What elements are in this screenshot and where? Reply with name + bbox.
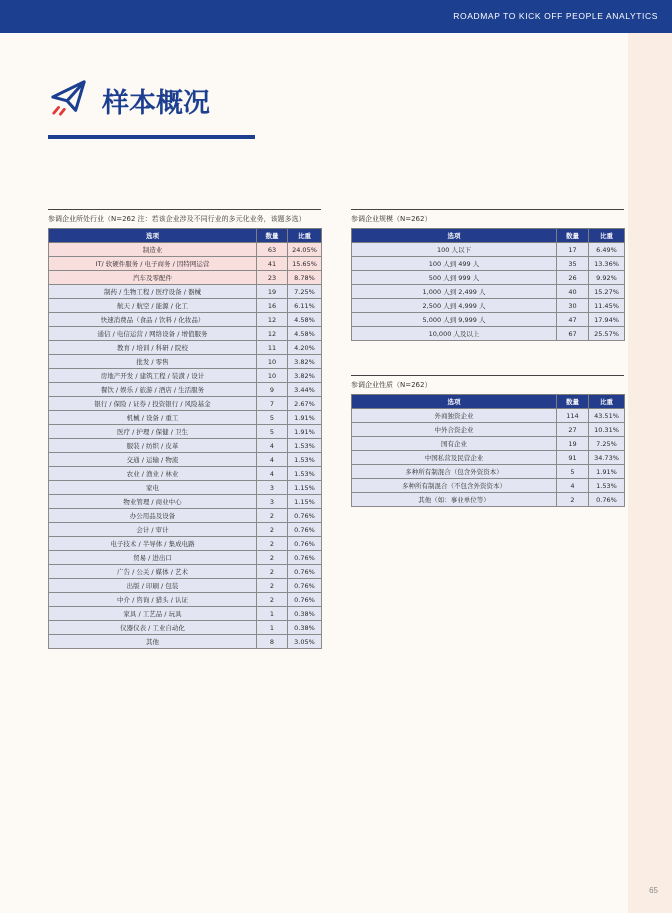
cell-ratio: 6.11% [288, 299, 322, 313]
table-row [49, 551, 322, 565]
cell-ratio: 3.82% [288, 355, 322, 369]
cell-item: 贸易 / 进出口 [49, 551, 257, 565]
cell-count: 114 [557, 409, 589, 423]
cell-count: 5 [257, 411, 288, 425]
cell-count: 2 [257, 523, 288, 537]
cell-count: 91 [557, 451, 589, 465]
table-row [49, 257, 322, 271]
cell-item: 多种所有制混合（不包含外资资本） [352, 479, 557, 493]
table-row [352, 409, 625, 423]
nature-table-block [351, 375, 624, 507]
title-underline [48, 135, 255, 139]
table-row [352, 479, 625, 493]
column-header-ratio: 比重 [589, 395, 625, 409]
cell-ratio: 13.36% [589, 257, 625, 271]
cell-ratio: 25.57% [589, 327, 625, 341]
cell-count: 8 [257, 635, 288, 649]
cell-item: 物业管理 / 商业中心 [49, 495, 257, 509]
table-row [352, 451, 625, 465]
table-row [352, 313, 625, 327]
cell-ratio: 0.76% [288, 593, 322, 607]
divider [48, 209, 321, 210]
table-row [49, 369, 322, 383]
cell-count: 10 [257, 369, 288, 383]
cell-count: 4 [257, 439, 288, 453]
cell-item: 农业 / 渔业 / 林业 [49, 467, 257, 481]
cell-ratio: 1.53% [589, 479, 625, 493]
cell-ratio: 1.53% [288, 453, 322, 467]
cell-item: 广告 / 公关 / 媒体 / 艺术 [49, 565, 257, 579]
top-banner [0, 0, 672, 33]
table-row [49, 383, 322, 397]
table-caption: 参调企业所处行业（N=262 注：若该企业涉及不同行业的多元化业务，该题多选） [48, 215, 306, 223]
cell-count: 2 [257, 509, 288, 523]
cell-ratio: 2.67% [288, 397, 322, 411]
table-row [49, 425, 322, 439]
right-margin-strip [628, 33, 672, 913]
cell-item: 5,000 人到 9,999 人 [352, 313, 557, 327]
cell-ratio: 43.51% [589, 409, 625, 423]
table-row [49, 607, 322, 621]
table-header-row [352, 229, 625, 243]
cell-count: 3 [257, 481, 288, 495]
cell-item: 医疗 / 护理 / 保健 / 卫生 [49, 425, 257, 439]
table-row [49, 313, 322, 327]
scale-table-block [351, 209, 624, 341]
column-header-item: 选项 [352, 395, 557, 409]
cell-ratio: 3.44% [288, 383, 322, 397]
cell-count: 30 [557, 299, 589, 313]
table-row [352, 493, 625, 507]
cell-item: 国有企业 [352, 437, 557, 451]
cell-item: 中国私营及民营企业 [352, 451, 557, 465]
cell-ratio: 4.20% [288, 341, 322, 355]
cell-ratio: 9.92% [589, 271, 625, 285]
table-row [49, 537, 322, 551]
page-number: 65 [649, 886, 658, 895]
cell-item: 500 人到 999 人 [352, 271, 557, 285]
cell-item: 其他（如：事业单位等） [352, 493, 557, 507]
cell-item: 2,500 人到 4,999 人 [352, 299, 557, 313]
cell-count: 2 [257, 565, 288, 579]
cell-count: 4 [257, 467, 288, 481]
cell-count: 23 [257, 271, 288, 285]
divider [351, 209, 624, 210]
divider [351, 375, 624, 376]
cell-item: 航天 / 航空 / 能源 / 化工 [49, 299, 257, 313]
cell-count: 7 [257, 397, 288, 411]
cell-ratio: 0.76% [288, 537, 322, 551]
cell-count: 2 [257, 593, 288, 607]
cell-item: 外商独资企业 [352, 409, 557, 423]
cell-item: 银行 / 保险 / 证券 / 投资银行 / 风险基金 [49, 397, 257, 411]
table-row [49, 439, 322, 453]
table-row [352, 327, 625, 341]
cell-count: 40 [557, 285, 589, 299]
cell-ratio: 0.76% [288, 579, 322, 593]
cell-count: 41 [257, 257, 288, 271]
table-row [49, 621, 322, 635]
table-row [352, 257, 625, 271]
table-row [352, 271, 625, 285]
cell-item: 中外合资企业 [352, 423, 557, 437]
table-row [49, 327, 322, 341]
cell-ratio: 4.58% [288, 327, 322, 341]
table-caption: 参调企业规模（N=262） [351, 215, 432, 223]
cell-ratio: 0.38% [288, 621, 322, 635]
cell-item: 快速消费品（食品 / 饮料 / 化妆品） [49, 313, 257, 327]
cell-count: 5 [557, 465, 589, 479]
table-row [352, 437, 625, 451]
table-row [352, 465, 625, 479]
cell-ratio: 1.53% [288, 439, 322, 453]
scale-table [351, 228, 625, 341]
cell-count: 9 [257, 383, 288, 397]
cell-ratio: 7.25% [288, 285, 322, 299]
table-row [49, 481, 322, 495]
table-row [352, 299, 625, 313]
cell-count: 12 [257, 327, 288, 341]
cell-count: 4 [557, 479, 589, 493]
cell-count: 26 [557, 271, 589, 285]
cell-item: 其他 [49, 635, 257, 649]
cell-ratio: 0.76% [288, 509, 322, 523]
cell-item: 出版 / 印刷 / 包装 [49, 579, 257, 593]
table-row [49, 271, 322, 285]
cell-count: 2 [257, 551, 288, 565]
column-header-count: 数量 [257, 229, 288, 243]
cell-ratio: 1.15% [288, 481, 322, 495]
cell-count: 12 [257, 313, 288, 327]
cell-ratio: 3.05% [288, 635, 322, 649]
cell-ratio: 1.91% [288, 411, 322, 425]
cell-ratio: 0.76% [288, 565, 322, 579]
table-row [49, 397, 322, 411]
column-header-count: 数量 [557, 395, 589, 409]
cell-ratio: 1.91% [288, 425, 322, 439]
table-row [49, 299, 322, 313]
table-row [49, 243, 322, 257]
cell-item: 多种所有制混合（包含外资资本） [352, 465, 557, 479]
table-row [49, 565, 322, 579]
cell-item: 制造业 [49, 243, 257, 257]
cell-ratio: 15.27% [589, 285, 625, 299]
cell-item: 交通 / 运输 / 物流 [49, 453, 257, 467]
cell-count: 1 [257, 621, 288, 635]
cell-ratio: 34.73% [589, 451, 625, 465]
table-header-row [49, 229, 322, 243]
table-row [49, 411, 322, 425]
cell-count: 17 [557, 243, 589, 257]
cell-count: 10 [257, 355, 288, 369]
cell-ratio: 15.65% [288, 257, 322, 271]
cell-count: 3 [257, 495, 288, 509]
column-header-ratio: 比重 [288, 229, 322, 243]
cell-item: 中介 / 咨询 / 猎头 / 认证 [49, 593, 257, 607]
cell-count: 11 [257, 341, 288, 355]
cell-ratio: 4.58% [288, 313, 322, 327]
cell-count: 2 [557, 493, 589, 507]
table-row [352, 423, 625, 437]
table-row [49, 453, 322, 467]
table-row [352, 243, 625, 257]
cell-item: 会计 / 审计 [49, 523, 257, 537]
cell-ratio: 0.38% [288, 607, 322, 621]
cell-item: 汽车及零配件 [49, 271, 257, 285]
industry-table [48, 228, 322, 649]
cell-ratio: 7.25% [589, 437, 625, 451]
cell-count: 2 [257, 579, 288, 593]
cell-count: 47 [557, 313, 589, 327]
cell-count: 35 [557, 257, 589, 271]
table-row [49, 341, 322, 355]
cell-count: 19 [257, 285, 288, 299]
cell-item: 通信 / 电信运营 / 网络设备 / 增值服务 [49, 327, 257, 341]
table-row [49, 579, 322, 593]
cell-item: IT/ 软硬件服务 / 电子商务 / 因特网运营 [49, 257, 257, 271]
cell-ratio: 3.82% [288, 369, 322, 383]
table-caption: 参调企业性质（N=262） [351, 381, 432, 389]
cell-item: 制药 / 生物工程 / 医疗设备 / 器械 [49, 285, 257, 299]
column-header-item: 选项 [352, 229, 557, 243]
cell-ratio: 17.94% [589, 313, 625, 327]
cell-count: 5 [257, 425, 288, 439]
cell-ratio: 0.76% [589, 493, 625, 507]
cell-item: 家电 [49, 481, 257, 495]
table-row [49, 495, 322, 509]
column-header-ratio: 比重 [589, 229, 625, 243]
cell-ratio: 0.76% [288, 523, 322, 537]
cell-item: 服装 / 纺织 / 皮革 [49, 439, 257, 453]
cell-count: 4 [257, 453, 288, 467]
cell-count: 27 [557, 423, 589, 437]
cell-item: 家具 / 工艺品 / 玩具 [49, 607, 257, 621]
column-header-count: 数量 [557, 229, 589, 243]
table-row [49, 635, 322, 649]
table-row [49, 593, 322, 607]
table-row [352, 285, 625, 299]
cell-item: 餐饮 / 娱乐 / 旅游 / 酒店 / 生活服务 [49, 383, 257, 397]
cell-count: 1 [257, 607, 288, 621]
header-text: ROADMAP TO KICK OFF PEOPLE ANALYTICS [453, 11, 658, 21]
cell-ratio: 0.76% [288, 551, 322, 565]
nature-table [351, 394, 625, 507]
table-row [49, 467, 322, 481]
cell-item: 电子技术 / 半导体 / 集成电路 [49, 537, 257, 551]
paper-plane-icon [50, 78, 88, 116]
column-header-item: 选项 [49, 229, 257, 243]
table-header-row [352, 395, 625, 409]
cell-ratio: 11.45% [589, 299, 625, 313]
cell-ratio: 6.49% [589, 243, 625, 257]
cell-ratio: 1.91% [589, 465, 625, 479]
cell-ratio: 1.15% [288, 495, 322, 509]
cell-item: 10,000 人及以上 [352, 327, 557, 341]
table-row [49, 285, 322, 299]
cell-count: 19 [557, 437, 589, 451]
cell-item: 1,000 人到 2,499 人 [352, 285, 557, 299]
cell-count: 2 [257, 537, 288, 551]
cell-item: 100 人到 499 人 [352, 257, 557, 271]
industry-table-block [48, 209, 321, 649]
cell-item: 房地产开发 / 建筑工程 / 装潢 / 设计 [49, 369, 257, 383]
cell-count: 67 [557, 327, 589, 341]
cell-ratio: 8.78% [288, 271, 322, 285]
cell-item: 批发 / 零售 [49, 355, 257, 369]
cell-item: 教育 / 培训 / 科研 / 院校 [49, 341, 257, 355]
cell-item: 仪器仪表 / 工业自动化 [49, 621, 257, 635]
table-row [49, 355, 322, 369]
page-title: 样本概况 [102, 88, 210, 119]
cell-item: 100 人以下 [352, 243, 557, 257]
cell-ratio: 10.31% [589, 423, 625, 437]
cell-ratio: 24.05% [288, 243, 322, 257]
cell-item: 办公用品及设备 [49, 509, 257, 523]
table-row [49, 509, 322, 523]
cell-count: 63 [257, 243, 288, 257]
cell-item: 机械 / 设备 / 重工 [49, 411, 257, 425]
cell-ratio: 1.53% [288, 467, 322, 481]
table-row [49, 523, 322, 537]
cell-count: 16 [257, 299, 288, 313]
